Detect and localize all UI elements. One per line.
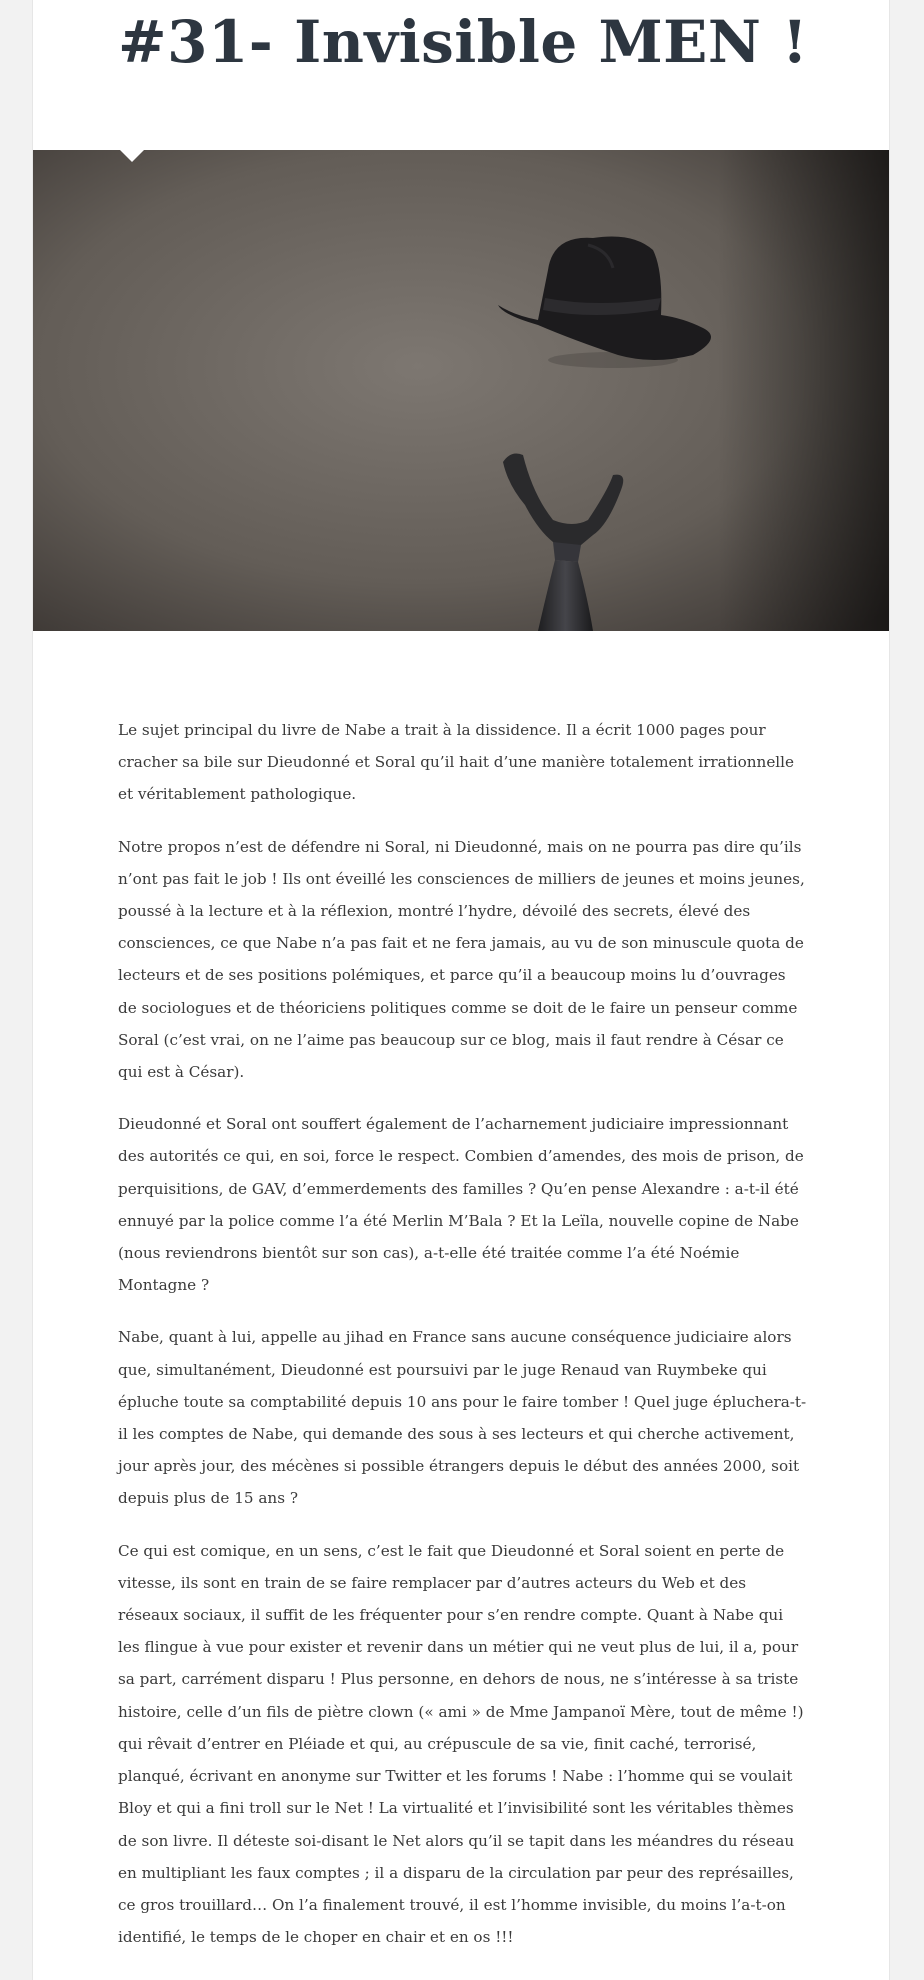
image-notch (120, 150, 144, 162)
paragraph-1: Le sujet principal du livre de Nabe a trait à la dissidence. Il a écrit 1000 pages pour cracher sa bile sur Dieudonné et Soral qu’il hait d’une manière totalement irrationnelle et véritablement pathologique. (118, 721, 795, 804)
paragraph-4: Nabe, quant à lui, appelle au jihad en France sans aucune conséquence judiciaire alors que, simultanément, Dieudonné est poursuivi par le juge Renaud van Ruymbeke qui épluche toute sa comptabilité depuis 10 ans pour le faire tomber ! Quel juge épluchera-t-il les comptes de Nabe, qui demande des sous à ses lecteurs et qui cherche activement, jour après jour, des mécènes si possible étrangers depuis le début des années 2000, soit depuis plus de 15 ans ? (118, 1328, 807, 1508)
floating-hat-and-tie-image (33, 150, 889, 631)
article-card (32, 0, 890, 1980)
paragraph-2: Notre propos n’est de défendre ni Soral, ni Dieudonné, mais on ne pourra pas dire qu’ils n’ont pas fait le job ! Ils ont éveillé les consciences de milliers de jeunes et moins jeunes, poussé à la lecture et à la réflexion, montré l’hydre, dévoilé des secrets, élevé des consciences, ce que Nabe n’a pas fait et ne fera jamais, au vu de son minuscule quota de lecteurs et de ses positions polémiques, et parce qu’il a beaucoup moins lu d’ouvrages de sociologues et de théoriciens politiques comme se doit de le faire un penseur comme Soral (c’est vrai, on ne l’aime pas beaucoup sur ce blog, mais il faut rendre à César ce qui est à César). (118, 837, 805, 1082)
article-body (118, 714, 808, 1973)
paragraph-3: Dieudonné et Soral ont souffert également de l’acharnement judiciaire impressionnant des autorités ce qui, en soi, force le respect. Combien d’amendes, des mois de prison, de perquisitions, de GAV, d’emmerdements des familles ? Qu’en pense Alexandre : a-t-il été ennuyé par la police comme l’a été Merlin M’Bala ? Et la Leïla, nouvelle copine de Nabe (nous reviendrons bientôt sur son cas), a-t-elle été traitée comme l’a été Noémie Montagne ? (118, 1115, 804, 1295)
post-title: #31- Invisible MEN ! (118, 8, 809, 76)
featured-image (33, 150, 889, 631)
paragraph-5: Ce qui est comique, en un sens, c’est le fait que Dieudonné et Soral soient en perte de vitesse, ils sont en train de se faire remplacer par d’autres acteurs du Web et des réseaux sociaux, il suffit de les fréquenter pour s’en rendre compte. Quant à Nabe qui les flingue à vue pour exister et revenir dans un métier qui ne veut plus de lui, il a, pour sa part, carrément disparu ! Plus personne, en dehors de nous, ne s’intéresse à sa triste histoire, celle d’un fils de piètre clown (« ami » de Mme Jampanoï Mère, tout de même !) qui rêvait d’entrer en Pléiade et qui, au crépuscule de sa vie, finit caché, terrorisé, planqué, écrivant en anonyme sur Twitter et les forums ! Nabe : l’homme qui se voulait Bloy et qui a fini troll sur le Net ! La virtualité et l’invisibilité sont les véritables thèmes de son livre. Il déteste soi-disant le Net alors qu’il se tapit dans les méandres du réseau en multipliant les faux comptes ; il a disparu de la circulation par peur des représailles, ce gros trouillard… On l’a finalement trouvé, il est l’homme invisible, du moins l’a-t-on identifié, le temps de le choper en chair et en os !!! (118, 1541, 804, 1947)
